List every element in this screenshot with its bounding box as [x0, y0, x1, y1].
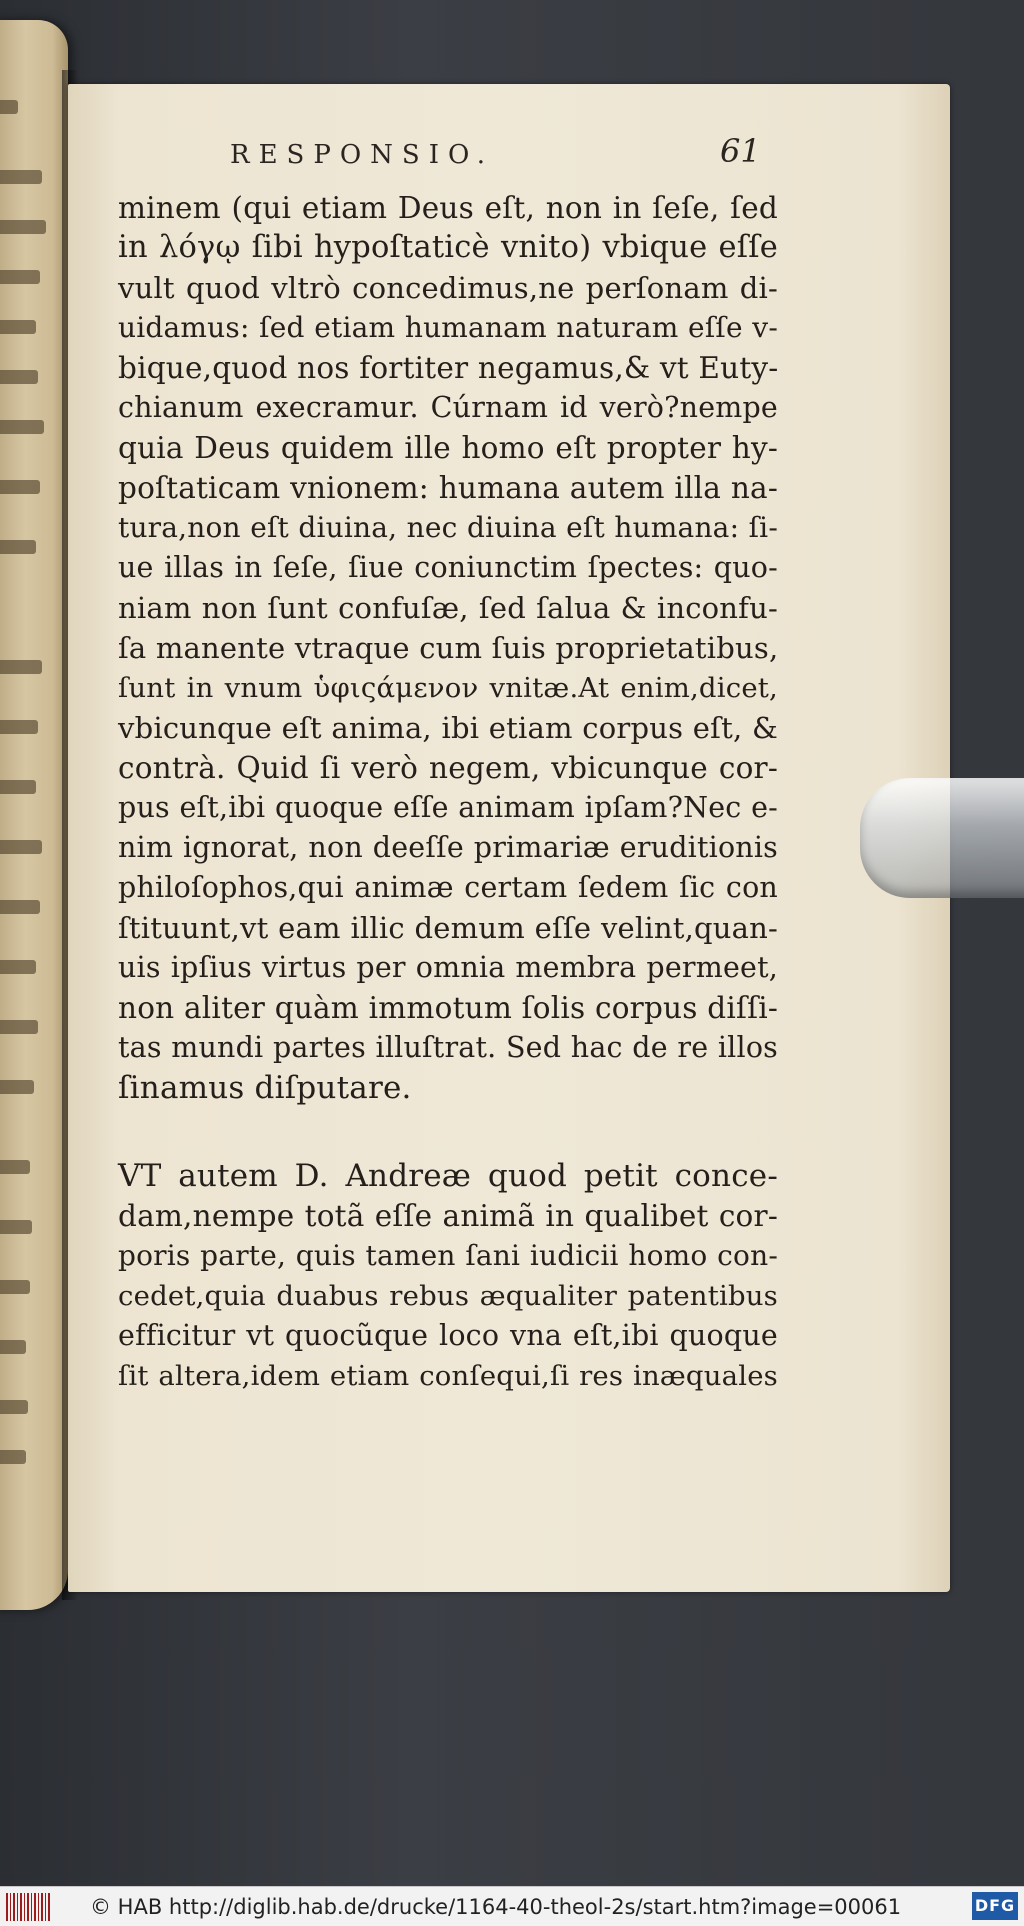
bleed-text: [0, 1220, 32, 1234]
bleed-text: [0, 840, 42, 854]
text-line: efficitur vt quocũque loco vna eſt,ibi quoque: [118, 1319, 778, 1352]
text-line: ſit altera,idem etiam conſequi,ſi res inæquales: [118, 1360, 778, 1392]
bleed-text: [0, 1280, 30, 1294]
bleed-text: [0, 370, 38, 384]
text-line: ue illas in ſeſe, ſiue coniunctim ſpectes: quo-: [118, 551, 778, 584]
text-line: uidamus: ſed etiam humanam naturam eſſe v-: [118, 311, 778, 344]
bleed-text: [0, 720, 38, 734]
bleed-text: [0, 900, 40, 914]
text-line: non aliter quàm immotum ſolis corpus diſſi-: [118, 991, 778, 1025]
page-number: 61: [720, 132, 761, 170]
bleed-text: [0, 270, 40, 284]
text-line: minem (qui etiam Deus eſt, non in ſeſe, ſed: [118, 191, 778, 225]
page-clamp: [860, 778, 1024, 898]
text-line: ſunt in vnum ὑφιςάμενον vnitæ.At enim,dicet,: [118, 672, 778, 704]
text-line: philoſophos,qui animæ certam ſedem ſic con: [118, 871, 778, 904]
text-line: dam,nempe totã eſſe animã in qualibet cor-: [118, 1199, 778, 1233]
running-head: RESPONSIO.: [230, 140, 495, 170]
text-line: tas mundi partes illuſtrat. Sed hac de re illos: [118, 1031, 778, 1064]
bleed-text: [0, 780, 36, 794]
text-line: uis ipſius virtus per omnia membra permeet,: [118, 951, 778, 984]
bleed-text: [0, 1080, 34, 1094]
bleed-text: [0, 1340, 26, 1354]
text-line: quia Deus quidem ille homo eſt propter hy-: [118, 431, 778, 465]
text-line: contrà. Quid ſi verò negem, vbicunque cor-: [118, 751, 778, 785]
barcode-icon: [6, 1893, 50, 1921]
bleed-text: [0, 660, 42, 674]
bleed-text: [0, 1450, 26, 1464]
text-line: pus eſt,ibi quoque eſſe animam ipſam?Nec e-: [118, 791, 778, 824]
paragraph-break: [118, 1108, 778, 1156]
bleed-text: [0, 540, 36, 554]
text-line: poris parte, quis tamen ſani iudicii homo con-: [118, 1239, 778, 1272]
text-line: nim ignorat, non deeſſe primariæ eruditionis: [118, 831, 778, 864]
facing-page-edge: [0, 20, 68, 1610]
text-line: ſinamus diſputare.: [118, 1070, 412, 1106]
text-line: ſtituunt,vt eam illic demum eſſe velint,quan-: [118, 911, 778, 945]
text-line: tura,non eſt diuina, nec diuina eſt humana: ſi-: [118, 511, 778, 544]
bleed-text: [0, 1020, 38, 1034]
bleed-text: [0, 960, 36, 974]
text-line: cedet,quia duabus rebus æqualiter patentibus: [118, 1280, 778, 1312]
dfg-logo: DFG: [972, 1892, 1018, 1920]
bleed-text: [0, 320, 36, 334]
bleed-text: [0, 480, 40, 494]
text-line: poſtaticam vnionem: humana autem illa na-: [118, 471, 778, 505]
body-text: [118, 188, 778, 1396]
text-line: vbicunque eſt anima, ibi etiam corpus eſt, &: [118, 711, 778, 745]
text-line: bique,quod nos fortiter negamus,& vt Euty-: [118, 351, 779, 385]
text-line: vult quod vltrò concedimus,ne perſonam di-: [118, 271, 778, 305]
text-line: niam non ſunt confuſæ, ſed ſalua & inconfu-: [118, 591, 778, 625]
bleed-text: [0, 100, 18, 114]
bleed-text: [0, 220, 46, 234]
bleed-text: [0, 1160, 30, 1174]
bleed-text: [0, 420, 44, 434]
text-line: ſa manente vtraque cum ſuis proprietatibus,: [118, 631, 779, 665]
source-credit: © HAB http://diglib.hab.de/drucke/1164-40-theol-2s/start.htm?image=00061: [90, 1894, 902, 1919]
bleed-text: [0, 170, 42, 184]
text-line: chianum execramur. Cúrnam id verò?nempe: [118, 391, 778, 424]
text-line: VT autem D. Andreæ quod petit conce-: [118, 1158, 778, 1194]
text-line: in λόγῳ ſibi hypoſtaticè vnito) vbique eſſe: [118, 230, 778, 265]
bleed-text: [0, 1400, 28, 1414]
footer-bar: [0, 1886, 1024, 1926]
